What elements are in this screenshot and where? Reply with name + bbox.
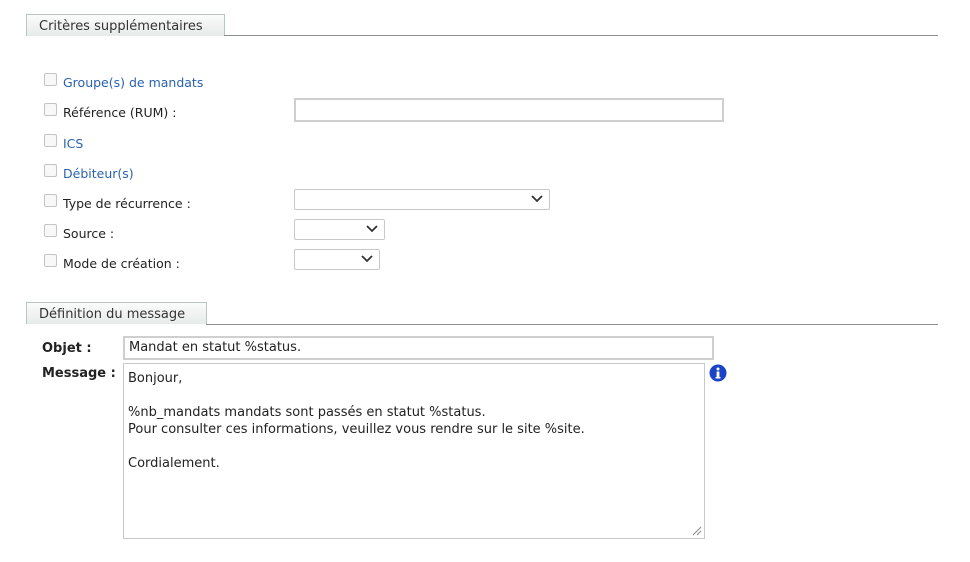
link-mandate-groups[interactable]: Groupe(s) de mandats (63, 75, 204, 90)
message-textarea[interactable]: Bonjour, %nb_mandats mandats sont passés en statut %status. Pour consulter ces informations, veuillez vous rendre sur le site %site. Cordialement. (123, 363, 705, 539)
chevron-down-icon (531, 195, 543, 203)
checkbox-reference[interactable] (44, 103, 57, 116)
section-divider (224, 35, 938, 36)
label-source: Source : (63, 226, 115, 241)
creation-mode-select[interactable] (294, 249, 380, 270)
section-title: Critères supplémentaires (39, 19, 203, 34)
message-label: Message : (42, 366, 116, 381)
section-divider (206, 324, 938, 325)
reference-input[interactable] (294, 98, 724, 122)
chevron-down-icon (366, 225, 378, 233)
label-creation-mode: Mode de création : (63, 256, 180, 271)
source-select[interactable] (294, 219, 385, 240)
info-circle-icon[interactable] (709, 364, 727, 382)
subject-input[interactable]: Mandat en statut %status. (123, 336, 714, 360)
checkbox-mandate-groups[interactable] (44, 73, 57, 86)
checkbox-source[interactable] (44, 224, 57, 237)
subject-label: Objet : (42, 341, 92, 356)
chevron-down-icon (361, 255, 373, 263)
link-debtors[interactable]: Débiteur(s) (63, 166, 134, 181)
link-ics[interactable]: ICS (63, 136, 84, 151)
section-tab-criteria (26, 14, 225, 36)
checkbox-recurrence-type[interactable] (44, 194, 57, 207)
resize-grip-icon[interactable] (692, 526, 702, 536)
label-recurrence-type: Type de récurrence : (63, 196, 191, 211)
label-reference: Référence (RUM) : (63, 105, 177, 120)
recurrence-type-select[interactable] (294, 189, 550, 210)
checkbox-debtors[interactable] (44, 164, 57, 177)
section-tab-message (26, 302, 207, 324)
checkbox-creation-mode[interactable] (44, 254, 57, 267)
checkbox-ics[interactable] (44, 134, 57, 147)
section-title: Définition du message (39, 307, 186, 322)
